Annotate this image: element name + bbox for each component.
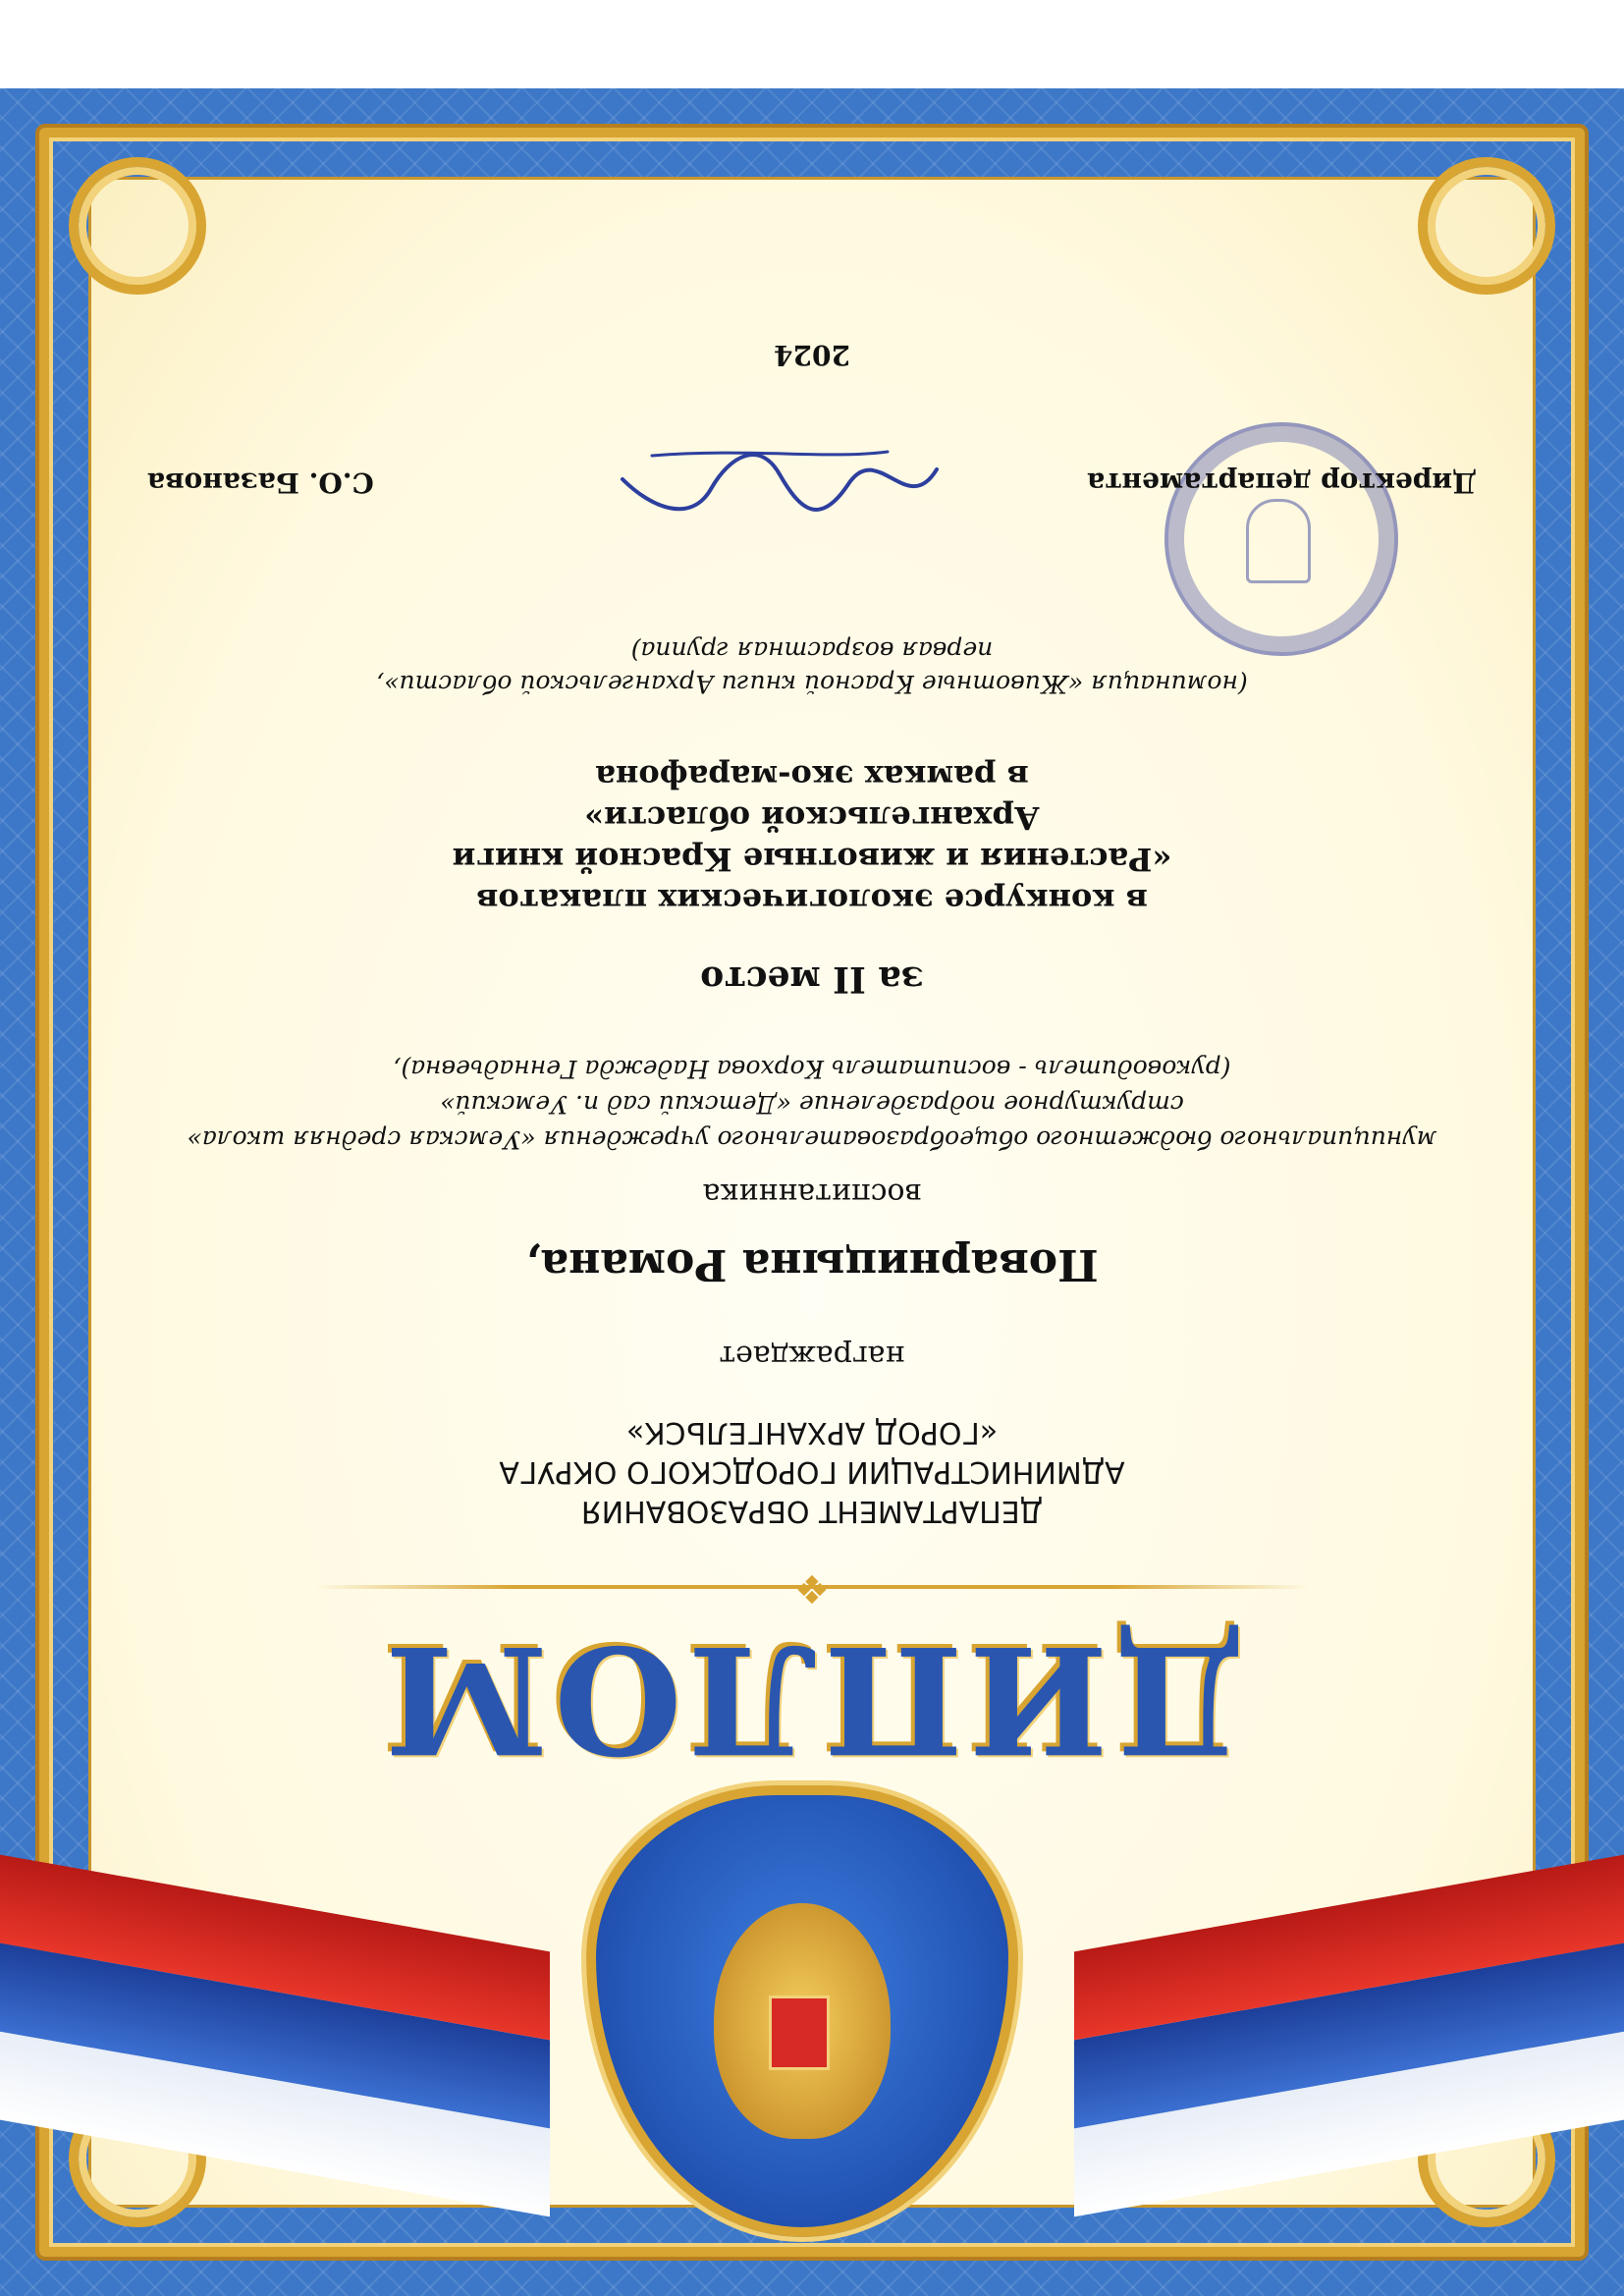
contest-line: в рамках эко-марафона bbox=[595, 758, 1029, 795]
title-divider bbox=[314, 1585, 1310, 1589]
signatory-title: Директор департамента bbox=[1087, 466, 1477, 499]
diploma-content bbox=[0, 88, 1624, 2296]
institution-line: муниципального бюджетного общеобразовательного учреждения «Уемская средняя школа» bbox=[187, 1125, 1437, 1154]
signature-row bbox=[147, 420, 1477, 538]
awards-word: награждает bbox=[719, 1339, 905, 1373]
institution-block bbox=[177, 1051, 1447, 1157]
recipient-name: Поварницына Романа, bbox=[525, 1239, 1099, 1289]
signatory-name: С.О. Базанова bbox=[147, 466, 374, 499]
contest-line: Архангельской области» bbox=[584, 799, 1040, 837]
diploma-title: ДИПЛОМ bbox=[378, 1613, 1246, 1785]
contest-line: «Растения и животные Красной книги bbox=[452, 841, 1172, 878]
nomination-block bbox=[0, 633, 1624, 700]
recipient-role: воспитанника bbox=[702, 1176, 922, 1211]
nomination-line: первая возрастная группа) bbox=[630, 636, 994, 665]
issuer-line: ДЕПАРТАМЕНТ ОБРАЗОВАНИЯ bbox=[580, 1494, 1044, 1528]
institution-line: структурное подразделение «Детский сад п. Уемский» bbox=[440, 1090, 1184, 1119]
year: 2024 bbox=[774, 339, 850, 371]
diploma-sheet bbox=[0, 88, 1624, 2296]
issuer-block bbox=[0, 1412, 1624, 1530]
nomination-line: (номинация «Животные Красной книги Архангельской области», bbox=[376, 670, 1248, 698]
official-stamp bbox=[1164, 422, 1398, 656]
issuer-line: «ГОРОД АРХАНГЕЛЬСК» bbox=[625, 1415, 999, 1449]
place-award: за II место bbox=[700, 958, 924, 1000]
issuer-line: АДМИНИСТРАЦИИ ГОРОДСКОГО ОКРУГА bbox=[499, 1454, 1125, 1489]
handwritten-signature bbox=[613, 430, 947, 538]
institution-line: (руководитель - воспитатель Корхова Надежда Геннадьевна), bbox=[393, 1055, 1231, 1083]
contest-block bbox=[0, 756, 1624, 921]
contest-line: в конкурсе экологических плакатов bbox=[476, 882, 1148, 919]
